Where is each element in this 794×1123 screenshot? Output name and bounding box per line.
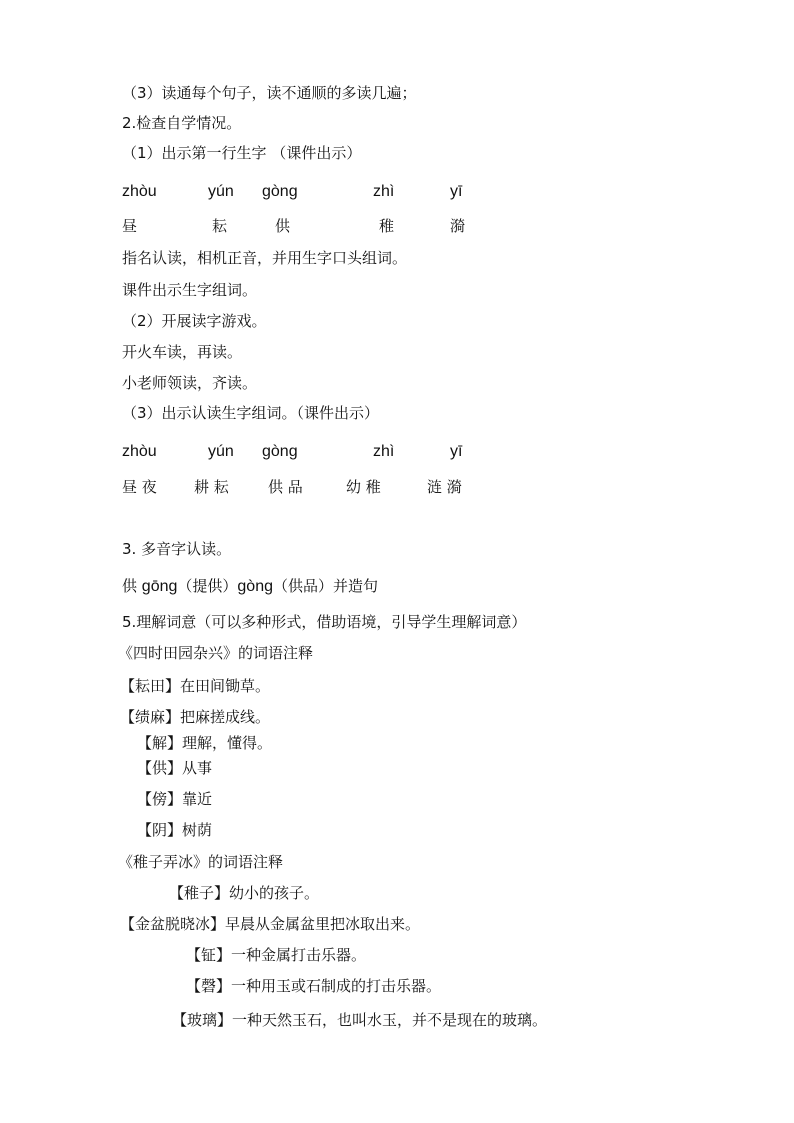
section-heading: 2.检查自学情况。: [122, 114, 242, 132]
glossary-entry: 【供】从事: [137, 759, 213, 777]
pinyin-item: yī: [450, 183, 463, 200]
pinyin-item: gòng: [262, 183, 298, 200]
word-item: 昼 夜: [122, 478, 157, 496]
pinyin-item: yún: [208, 443, 234, 460]
word-item: 涟 漪: [427, 478, 462, 496]
text-line: 小老师领读，齐读。: [122, 374, 258, 392]
word-item: 供 品: [268, 478, 303, 496]
section-heading: 3. 多音字认读。: [122, 540, 232, 558]
text-line: （3）读通每个句子，读不通顺的多读几遍；: [122, 84, 417, 102]
glossary-entry: 【磬】一种用玉或石制成的打击乐器。: [186, 977, 442, 995]
glossary-entry: 【绩麻】把麻搓成线。: [120, 708, 271, 726]
word-item: 耕 耘: [194, 478, 229, 496]
pinyin-item: yī: [450, 443, 463, 460]
character-item: 稚: [379, 217, 395, 235]
glossary-entry: 【耘田】在田间锄草。: [120, 677, 271, 695]
polyphone-word: （供品）并造句: [273, 577, 379, 595]
glossary-title: 《稚子弄冰》的词语注释: [118, 853, 284, 871]
glossary-title: 《四时田园杂兴》的词语注释: [118, 644, 314, 662]
character-item: 昼: [122, 217, 138, 235]
pinyin-item: yún: [208, 183, 234, 200]
glossary-entry: 【傍】靠近: [137, 790, 213, 808]
pinyin-item: zhòu: [122, 183, 157, 200]
glossary-entry: 【钲】一种金属打击乐器。: [186, 946, 367, 964]
character-item: 漪: [450, 217, 466, 235]
character-item: 耘: [212, 217, 228, 235]
pinyin-item: zhì: [373, 183, 395, 200]
polyphone-word: （提供）: [177, 577, 238, 595]
glossary-entry: 【解】理解，懂得。: [137, 734, 273, 752]
pinyin-item: zhì: [373, 443, 395, 460]
glossary-entry: 【阴】树荫: [137, 821, 213, 839]
text-line: （3）出示认读生字组词。（课件出示）: [122, 404, 380, 422]
pinyin-item: zhòu: [122, 443, 157, 460]
polyphone-line: [122, 576, 378, 597]
text-line: 指名认读，相机正音，并用生字口头组词。: [122, 249, 408, 267]
word-item: 幼 稚: [346, 478, 381, 496]
polyphone-char: 供: [122, 577, 138, 595]
text-line: 课件出示生字组词。: [122, 281, 258, 299]
text-line: 开火车读，再读。: [122, 343, 243, 361]
text-line: （2）开展读字游戏。: [122, 312, 267, 330]
polyphone-pinyin: gòng: [237, 578, 273, 595]
glossary-entry: 【玻璃】一种天然玉石，也叫水玉，并不是现在的玻璃。: [172, 1011, 548, 1029]
glossary-entry: 【稚子】幼小的孩子。: [169, 884, 320, 902]
character-item: 供: [275, 217, 291, 235]
text-line: （1）出示第一行生字 （课件出示）: [122, 144, 362, 162]
pinyin-item: gòng: [262, 443, 298, 460]
glossary-entry: 【金盆脱晓冰】早晨从金属盆里把冰取出来。: [120, 915, 421, 933]
polyphone-pinyin: gōng: [141, 578, 178, 595]
section-heading: 5.理解词意（可以多种形式，借助语境，引导学生理解词意）: [122, 613, 527, 631]
